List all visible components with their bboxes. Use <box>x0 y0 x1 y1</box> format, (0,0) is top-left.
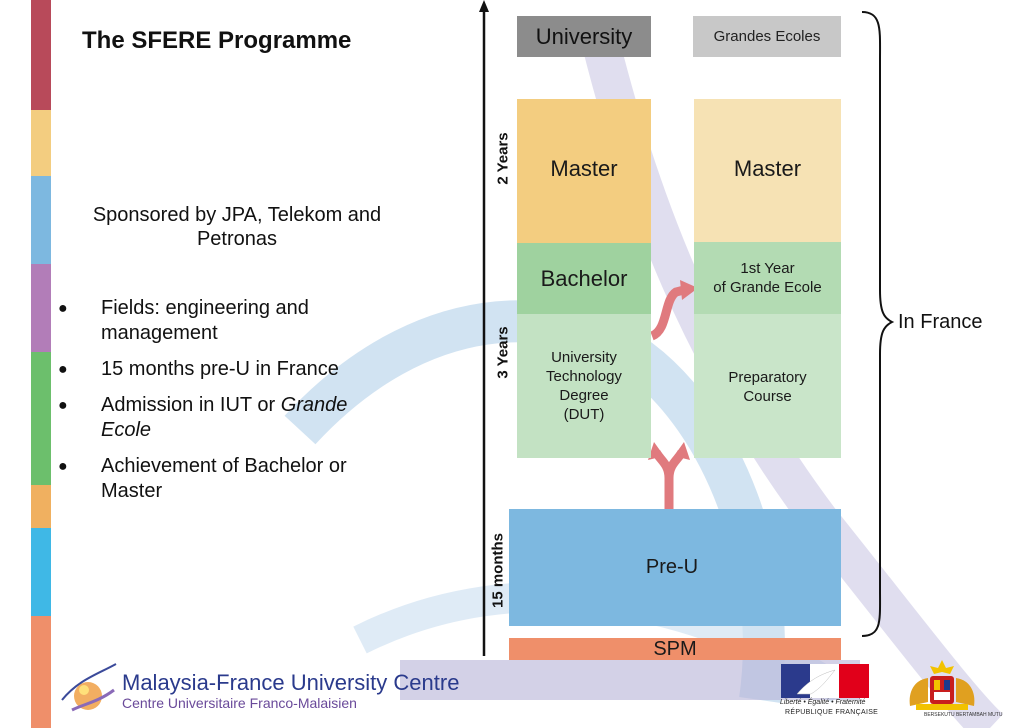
bullet-dot: ● <box>58 397 68 414</box>
dut-line: Technology <box>546 368 622 385</box>
rf-motto: Liberté • Égalité • Fraternité <box>780 699 866 706</box>
malaysia-coat-of-arms-icon <box>904 658 980 716</box>
dut-line: Degree <box>559 387 609 404</box>
bullet-text: Fields: engineering and <box>101 297 309 319</box>
first-year-line-2: of Grande Ecole <box>713 279 822 296</box>
bullet-text: 15 months pre-U in France <box>101 358 339 380</box>
bullet-text: Master <box>101 480 163 502</box>
mfuc-logo-icon <box>58 660 120 726</box>
crest-motto: BERSEKUTU BERTAMBAH MUTU <box>924 712 1003 718</box>
fork-arrow <box>656 452 682 509</box>
pre-u-box <box>509 509 841 626</box>
first-year-line-1: 1st Year <box>740 260 795 277</box>
mfuc-name: Malaysia-France University Centre <box>122 670 460 695</box>
bullet-dot: ● <box>58 300 68 317</box>
rf-name: RÉPUBLIQUE FRANÇAISE <box>785 709 879 716</box>
dut-line: University <box>551 349 617 366</box>
bachelor-box <box>517 243 651 314</box>
university-header: University <box>517 16 651 57</box>
pre-u-label: Pre-U <box>645 556 699 578</box>
republique-francaise-logo <box>781 664 869 698</box>
grandes-ecoles-header: Grandes Ecoles <box>693 16 841 57</box>
duration-15-months: 15 months <box>489 533 507 609</box>
in-france-label: In France <box>898 311 983 333</box>
slide-title: The SFERE Programme <box>82 27 352 54</box>
prep-line: Course <box>743 388 792 405</box>
mfuc-name-fr: Centre Universitaire Franco-Malaisien <box>122 695 357 711</box>
bullet-text-italic: Ecole <box>101 419 152 441</box>
duration-2-years: 2 Years <box>494 132 512 185</box>
spm-box <box>509 638 841 660</box>
sponsor-line-2: Petronas <box>196 228 278 250</box>
sponsor-line-1: Sponsored by JPA, Telekom and <box>92 204 382 226</box>
duration-3-years: 3 Years <box>494 326 512 379</box>
bullet-dot: ● <box>58 361 68 378</box>
bullet-text: management <box>101 322 218 344</box>
first-year-grande-ecole-box <box>694 242 841 314</box>
bullet-text: Admission in IUT or <box>101 394 281 416</box>
master-grande-ecole-box <box>694 99 841 242</box>
master-university-box <box>517 99 651 243</box>
bullet-text-italic: Grande <box>280 394 348 416</box>
spm-label: SPM <box>653 637 697 660</box>
in-france-brace <box>862 12 892 636</box>
bullet-text: Achievement of Bachelor or <box>101 455 347 477</box>
dut-box <box>517 314 651 458</box>
dut-line: (DUT) <box>563 406 605 423</box>
bachelor-label: Bachelor <box>540 265 628 291</box>
bullet-dot: ● <box>58 458 68 475</box>
timeline-arrow-head <box>479 0 489 12</box>
master-grande-ecole-label: Master <box>733 155 802 181</box>
prep-line: Preparatory <box>728 369 807 386</box>
preparatory-course-box <box>694 314 841 458</box>
transfer-arrow <box>652 290 684 336</box>
master-university-label: Master <box>550 156 618 181</box>
